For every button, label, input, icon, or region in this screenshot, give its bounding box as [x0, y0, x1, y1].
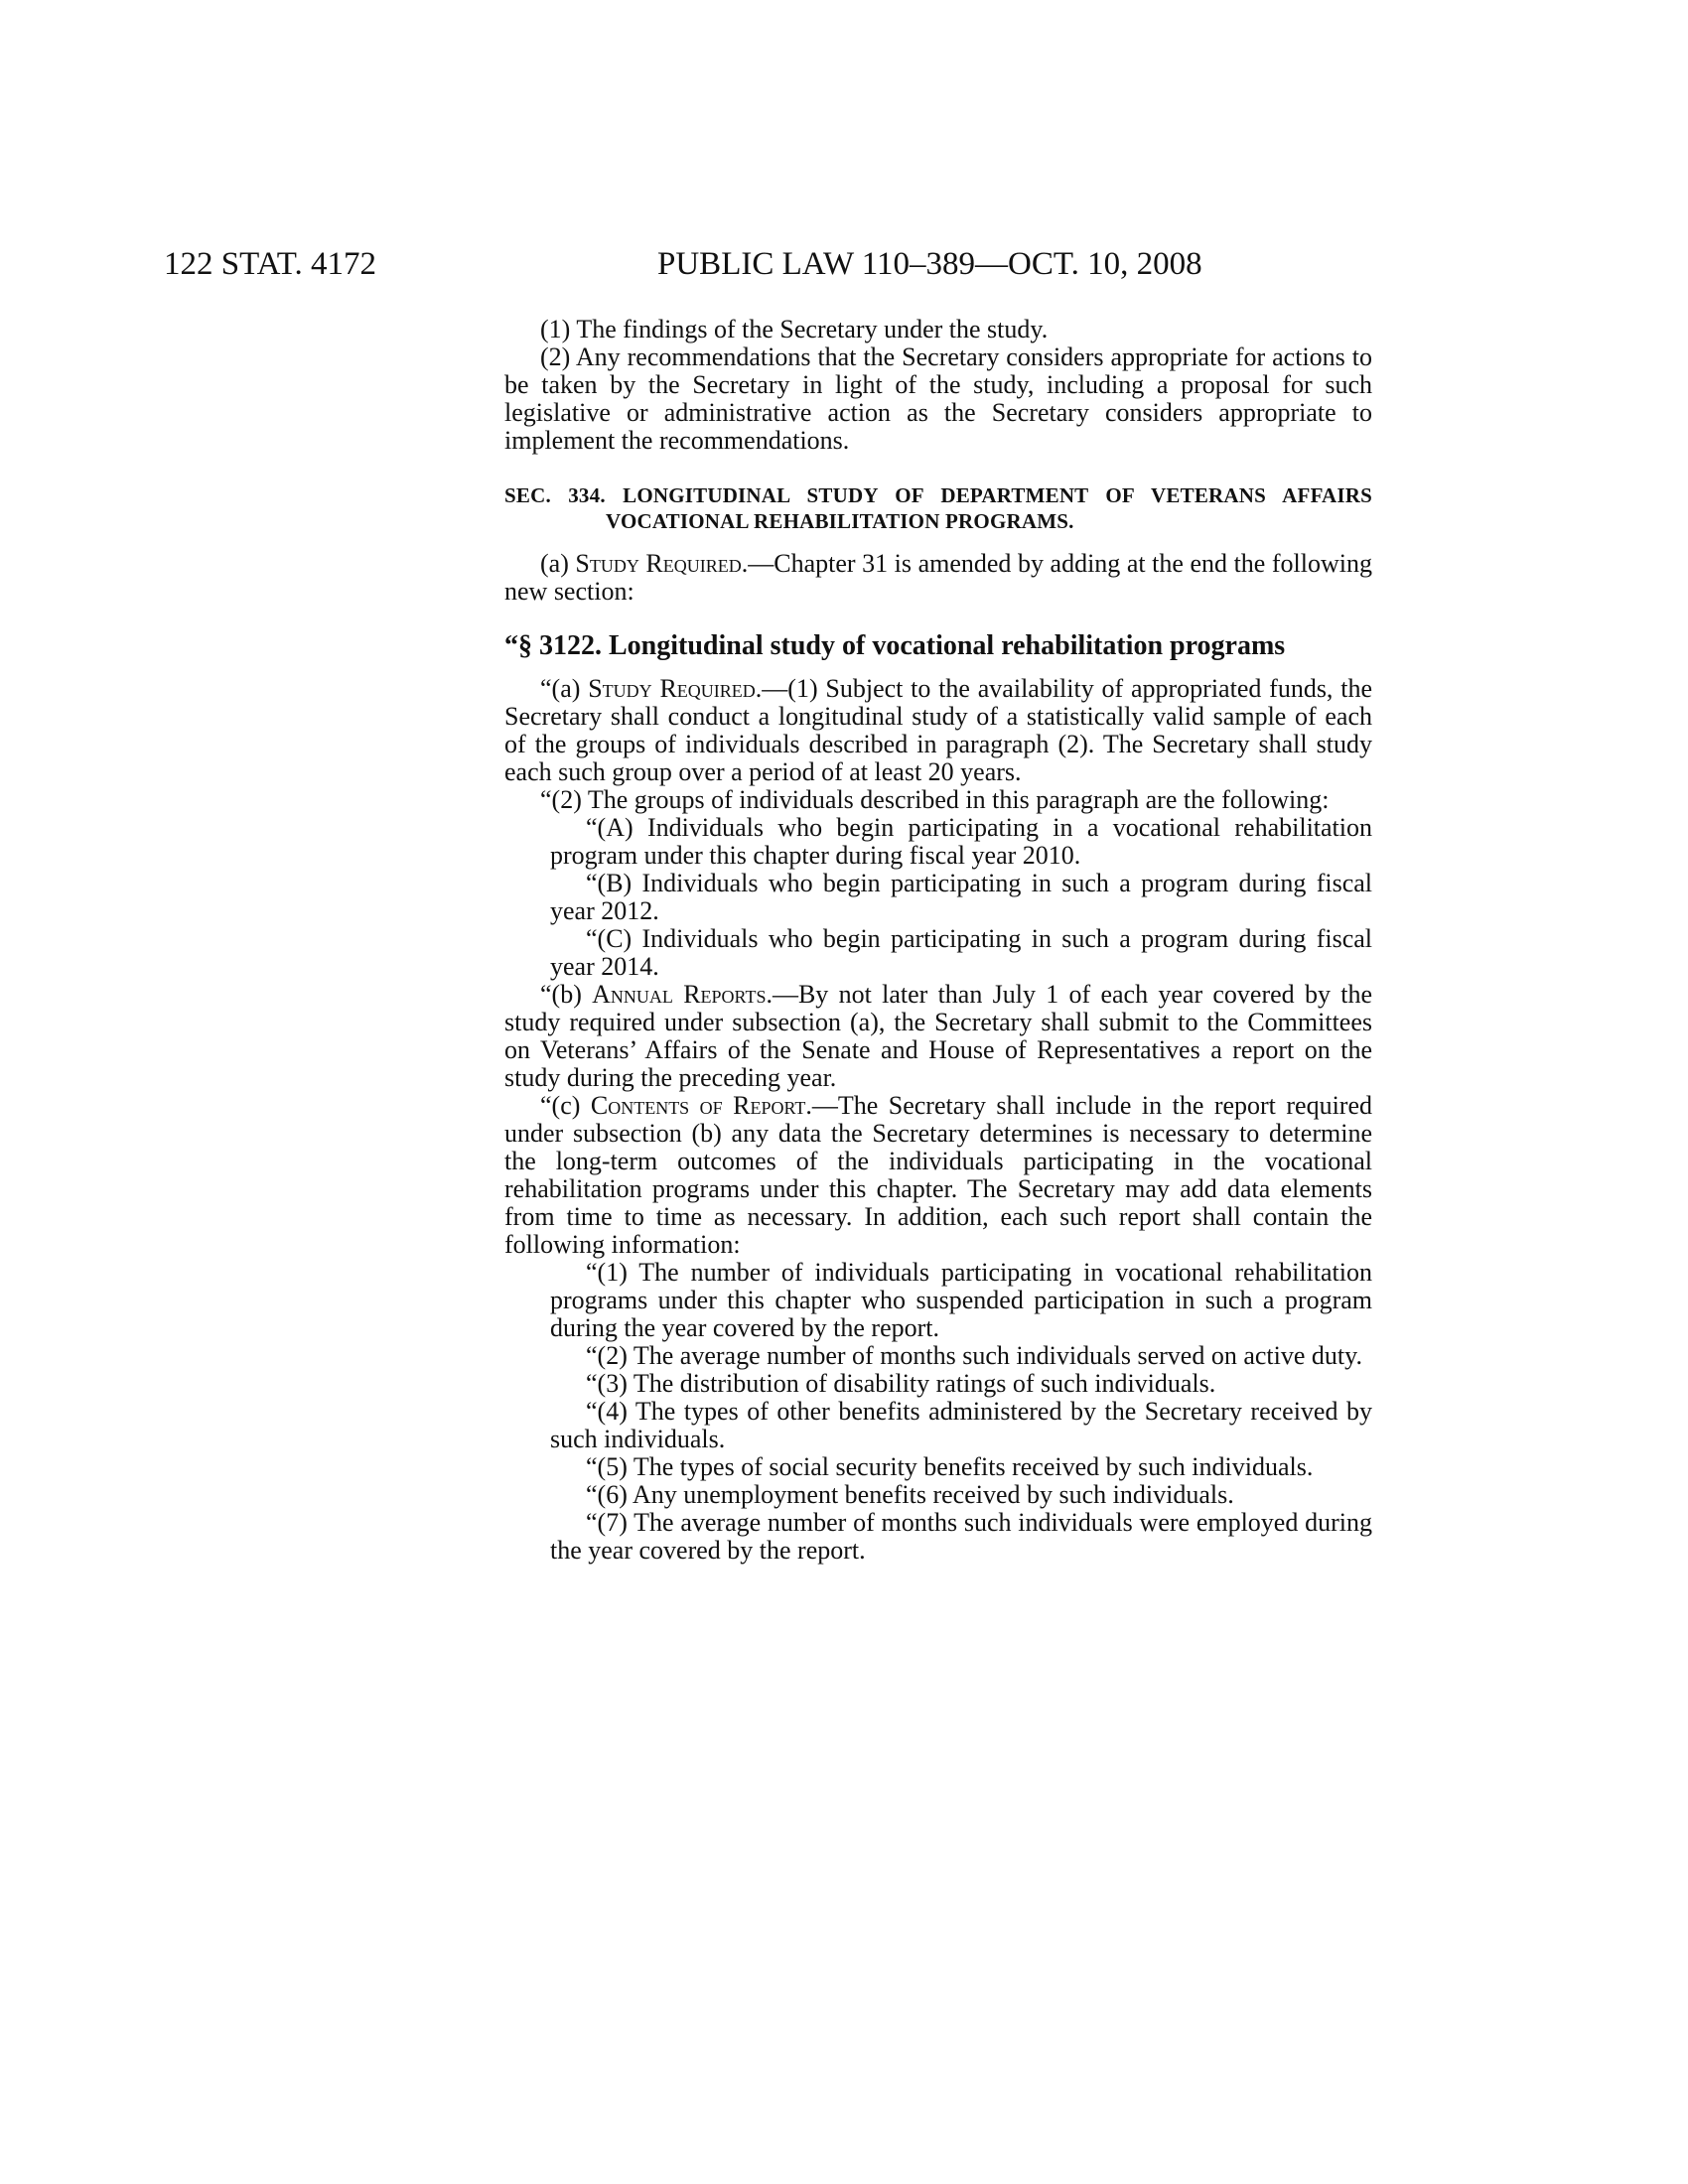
section-title: LONGITUDINAL STUDY OF DEPARTMENT OF VETERANS AFFAIRS VOCATIONAL REHABILITATION PROGRAMS.: [606, 483, 1373, 533]
subsection-b: [504, 981, 1372, 1092]
text-column: [504, 316, 1372, 1565]
report-item-3: “(3) The distribution of disability ratings of such individuals.: [586, 1369, 1216, 1398]
subsection-c-text: .—The Secretary shall include in the report required under subsection (b) any data the Secretary determines is necessary to determine the long-term outcomes of the individuals participating in the vocational rehabilitation programs under this chapter. The Secretary may add data elements from time to time as necessary. In addition, each such report shall contain the following information:: [504, 1091, 1372, 1259]
report-item-6: “(6) Any unemployment benefits received by such individuals.: [586, 1480, 1234, 1509]
new-section-number: “§ 3122.: [504, 630, 602, 661]
new-section-heading: [504, 631, 1372, 661]
subsection-c: [504, 1092, 1372, 1259]
group-item-b: “(B) Individuals who begin participating in such a program during fiscal year 2012.: [550, 869, 1372, 925]
study-required-text: .—Chapter 31 is amended by adding at the end the following new section:: [504, 549, 1373, 606]
study-required-prefix: (a): [540, 549, 576, 578]
subsection-a-label: Study Required: [588, 674, 756, 703]
groups-intro: “(2) The groups of individuals described in this paragraph are the following:: [540, 785, 1330, 814]
report-item-2: “(2) The average number of months such individuals served on active duty.: [586, 1341, 1362, 1370]
section-number: SEC. 334.: [504, 483, 606, 507]
report-item-1: “(1) The number of individuals participating in vocational rehabilitation programs under this chapter who suspended participation in such a program during the year covered by the report.: [550, 1258, 1372, 1342]
group-item-a: “(A) Individuals who begin participating in a vocational rehabilitation program under this chapter during fiscal year 2010.: [550, 813, 1372, 870]
subsection-a-prefix: “(a): [540, 674, 589, 703]
intro-item-2: (2) Any recommendations that the Secretary considers appropriate for actions to be taken by the Secretary in light of the study, including a proposal for such legislative or administrative action as the Secretary considers appropriate to implement the recommendations.: [504, 342, 1372, 455]
stat-reference: 122 STAT. 4172: [164, 246, 377, 282]
report-item-5: “(5) The types of social security benefits received by such individuals.: [586, 1452, 1314, 1481]
public-law-reference: PUBLIC LAW 110–389—OCT. 10, 2008: [657, 246, 1202, 282]
page-header: [164, 246, 1375, 296]
subsection-a-text: .—(1) Subject to the availability of appropriated funds, the Secretary shall conduct a longitudinal study of a statistically valid sample of each of the groups of individuals described in paragraph (2). The Secretary shall study each such group over a period of at least 20 years.: [504, 674, 1372, 786]
study-required-label: Study Required: [575, 549, 742, 578]
subsection-c-label: Contents of Report: [590, 1091, 806, 1120]
report-item-4: “(4) The types of other benefits administered by the Secretary received by such individuals.: [550, 1397, 1372, 1453]
subsection-b-label: Annual Reports: [592, 980, 767, 1009]
new-section-title: Longitudinal study of vocational rehabilitation programs: [609, 630, 1286, 661]
subsection-c-prefix: “(c): [540, 1091, 591, 1120]
subsection-b-text: .—By not later than July 1 of each year covered by the study required under subsection (a), the Secretary shall submit to the Committees on Veterans’ Affairs of the Senate and House of Representatives a report on the study during the preceding year.: [504, 980, 1372, 1092]
group-item-c: “(C) Individuals who begin participating in such a program during fiscal year 2014.: [550, 924, 1372, 981]
intro-item-1: (1) The findings of the Secretary under the study.: [540, 315, 1049, 343]
section-heading: [504, 482, 1372, 534]
subsection-b-prefix: “(b): [540, 980, 593, 1009]
study-required-paragraph: [504, 550, 1372, 606]
report-item-7: “(7) The average number of months such individuals were employed during the year covered by the report.: [550, 1508, 1372, 1565]
subsection-a: [504, 675, 1372, 786]
